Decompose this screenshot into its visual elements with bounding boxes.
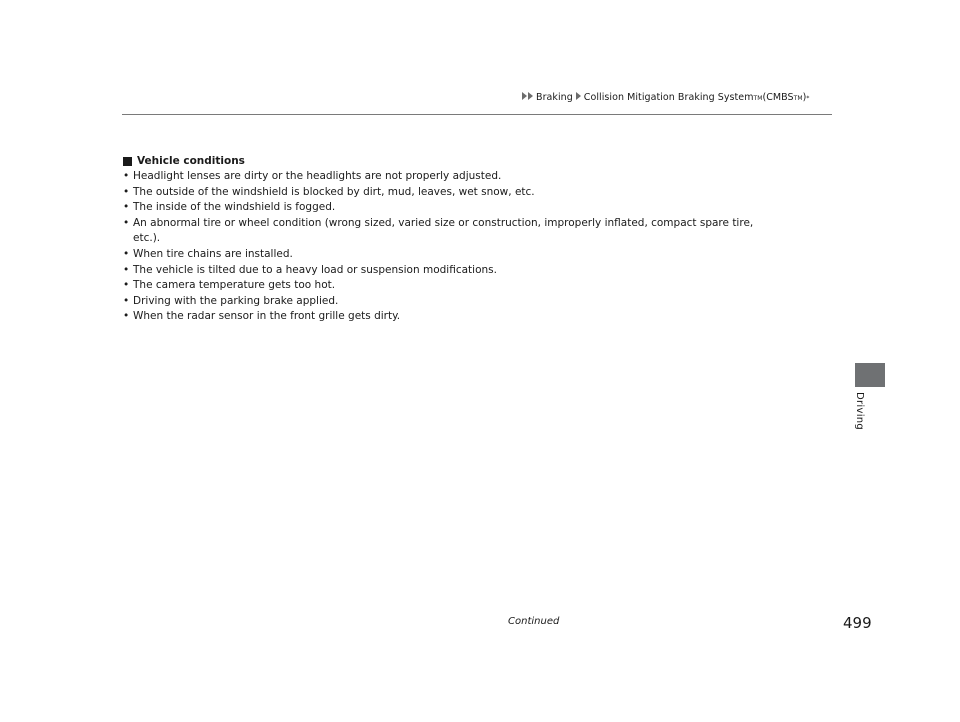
page-number: 499 — [843, 614, 872, 632]
breadcrumb — [522, 92, 809, 103]
chapter-tab[interactable] — [855, 363, 885, 387]
conditions-list — [123, 169, 763, 325]
list-item: • Driving with the parking brake applied. — [123, 294, 763, 310]
breadcrumb-item-braking[interactable]: Braking — [536, 92, 573, 103]
section-heading — [123, 154, 763, 169]
trademark-mark: TM — [793, 95, 803, 102]
list-item: • Headlight lenses are dirty or the headlights are not properly adjusted. — [123, 169, 763, 185]
chapter-label: Driving — [854, 392, 865, 431]
trademark-mark: TM — [753, 95, 763, 102]
breadcrumb-paren-close: ) — [802, 92, 807, 103]
square-bullet-icon — [123, 157, 132, 166]
breadcrumb-arrow-icon — [528, 92, 533, 100]
list-item: • The vehicle is tilted due to a heavy load or suspension modifications. — [123, 263, 763, 279]
continued-label: Continued — [508, 616, 560, 627]
list-item: • The inside of the windshield is fogged. — [123, 200, 763, 216]
breadcrumb-paren-open: (CMBS — [762, 92, 794, 103]
asterisk-mark: * — [806, 95, 810, 102]
breadcrumb-arrow-icon — [522, 92, 527, 100]
section-vehicle-conditions — [123, 154, 763, 325]
list-item: • An abnormal tire or wheel condition (wrong sized, varied size or construction, improperly inflated, compact spare tire, etc.). — [123, 216, 763, 247]
list-item: • The outside of the windshield is blocked by dirt, mud, leaves, wet snow, etc. — [123, 185, 763, 201]
list-item: • When tire chains are installed. — [123, 247, 763, 263]
list-item: • The camera temperature gets too hot. — [123, 278, 763, 294]
breadcrumb-item-cmbs[interactable]: Collision Mitigation Braking System — [583, 92, 754, 103]
header-divider — [122, 114, 832, 115]
breadcrumb-arrow-icon — [576, 92, 581, 100]
list-item: • When the radar sensor in the front grille gets dirty. — [123, 309, 763, 325]
section-heading-text: Vehicle conditions — [137, 155, 245, 167]
